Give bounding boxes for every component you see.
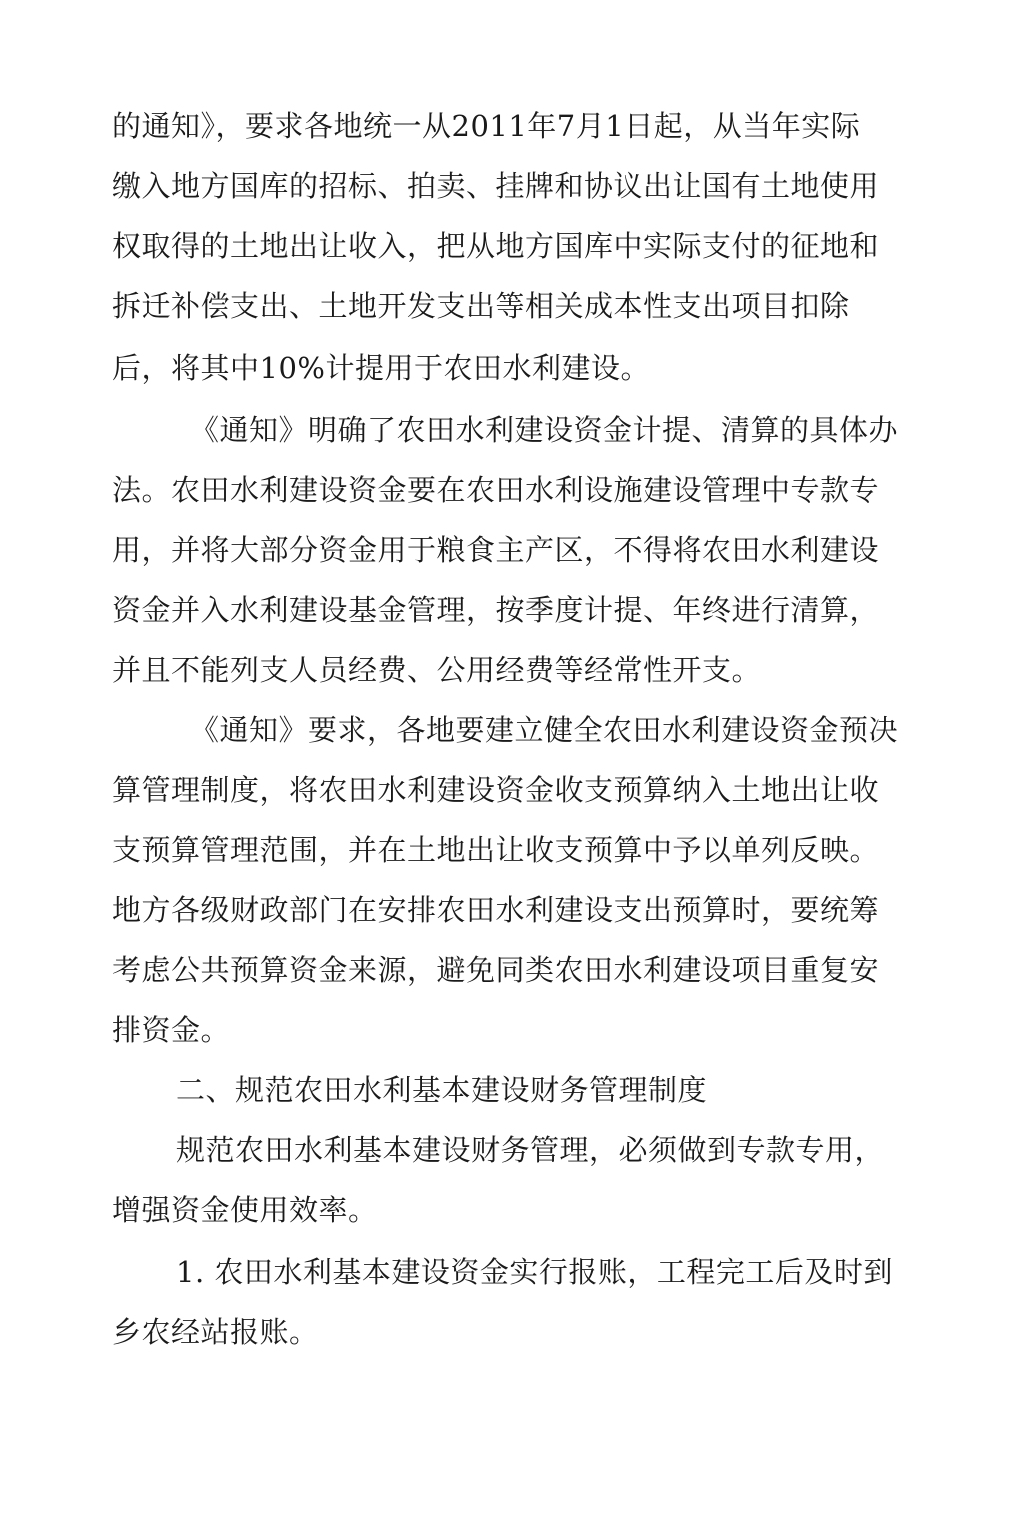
paragraph-line: 后，将其中10%计提用于农田水利建设。	[112, 351, 650, 385]
paragraph-line: 资金并入水利建设基金管理，按季度计提、年终进行清算，	[112, 593, 880, 627]
paragraph-line: 的通知》，要求各地统一从2011年7月1日起，从当年实际	[112, 109, 861, 143]
list-item-line: 1. 农田水利基本建设资金实行报账，工程完工后及时到	[176, 1255, 893, 1289]
paragraph-line: 缴入地方国库的招标、拍卖、挂牌和协议出让国有土地使用	[112, 169, 880, 203]
paragraph-line: 地方各级财政部门在安排农田水利建设支出预算时，要统筹	[112, 893, 880, 927]
paragraph-line: 增强资金使用效率。	[112, 1193, 378, 1227]
paragraph-line: 用，并将大部分资金用于粮食主产区，不得将农田水利建设	[112, 533, 880, 567]
paragraph-line: 《通知》要求，各地要建立健全农田水利建设资金预决	[190, 713, 899, 747]
paragraph-line: 算管理制度，将农田水利建设资金收支预算纳入土地出让收	[112, 773, 880, 807]
section-heading: 二、规范农田水利基本建设财务管理制度	[176, 1073, 708, 1107]
paragraph-line: 《通知》明确了农田水利建设资金计提、清算的具体办	[190, 413, 899, 447]
paragraph-line: 排资金。	[112, 1013, 231, 1047]
paragraph-line: 考虑公共预算资金来源，避免同类农田水利建设项目重复安	[112, 953, 880, 987]
paragraph-line: 权取得的土地出让收入，把从地方国库中实际支付的征地和	[112, 229, 880, 263]
list-item-line: 乡农经站报账。	[112, 1315, 319, 1349]
paragraph-line: 规范农田水利基本建设财务管理，必须做到专款专用，	[176, 1133, 885, 1167]
paragraph-line: 支预算管理范围，并在土地出让收支预算中予以单列反映。	[112, 833, 880, 867]
paragraph-line: 法。农田水利建设资金要在农田水利设施建设管理中专款专	[112, 473, 880, 507]
paragraph-line: 拆迁补偿支出、土地开发支出等相关成本性支出项目扣除	[112, 289, 850, 323]
paragraph-line: 并且不能列支人员经费、公用经费等经常性开支。	[112, 653, 762, 687]
